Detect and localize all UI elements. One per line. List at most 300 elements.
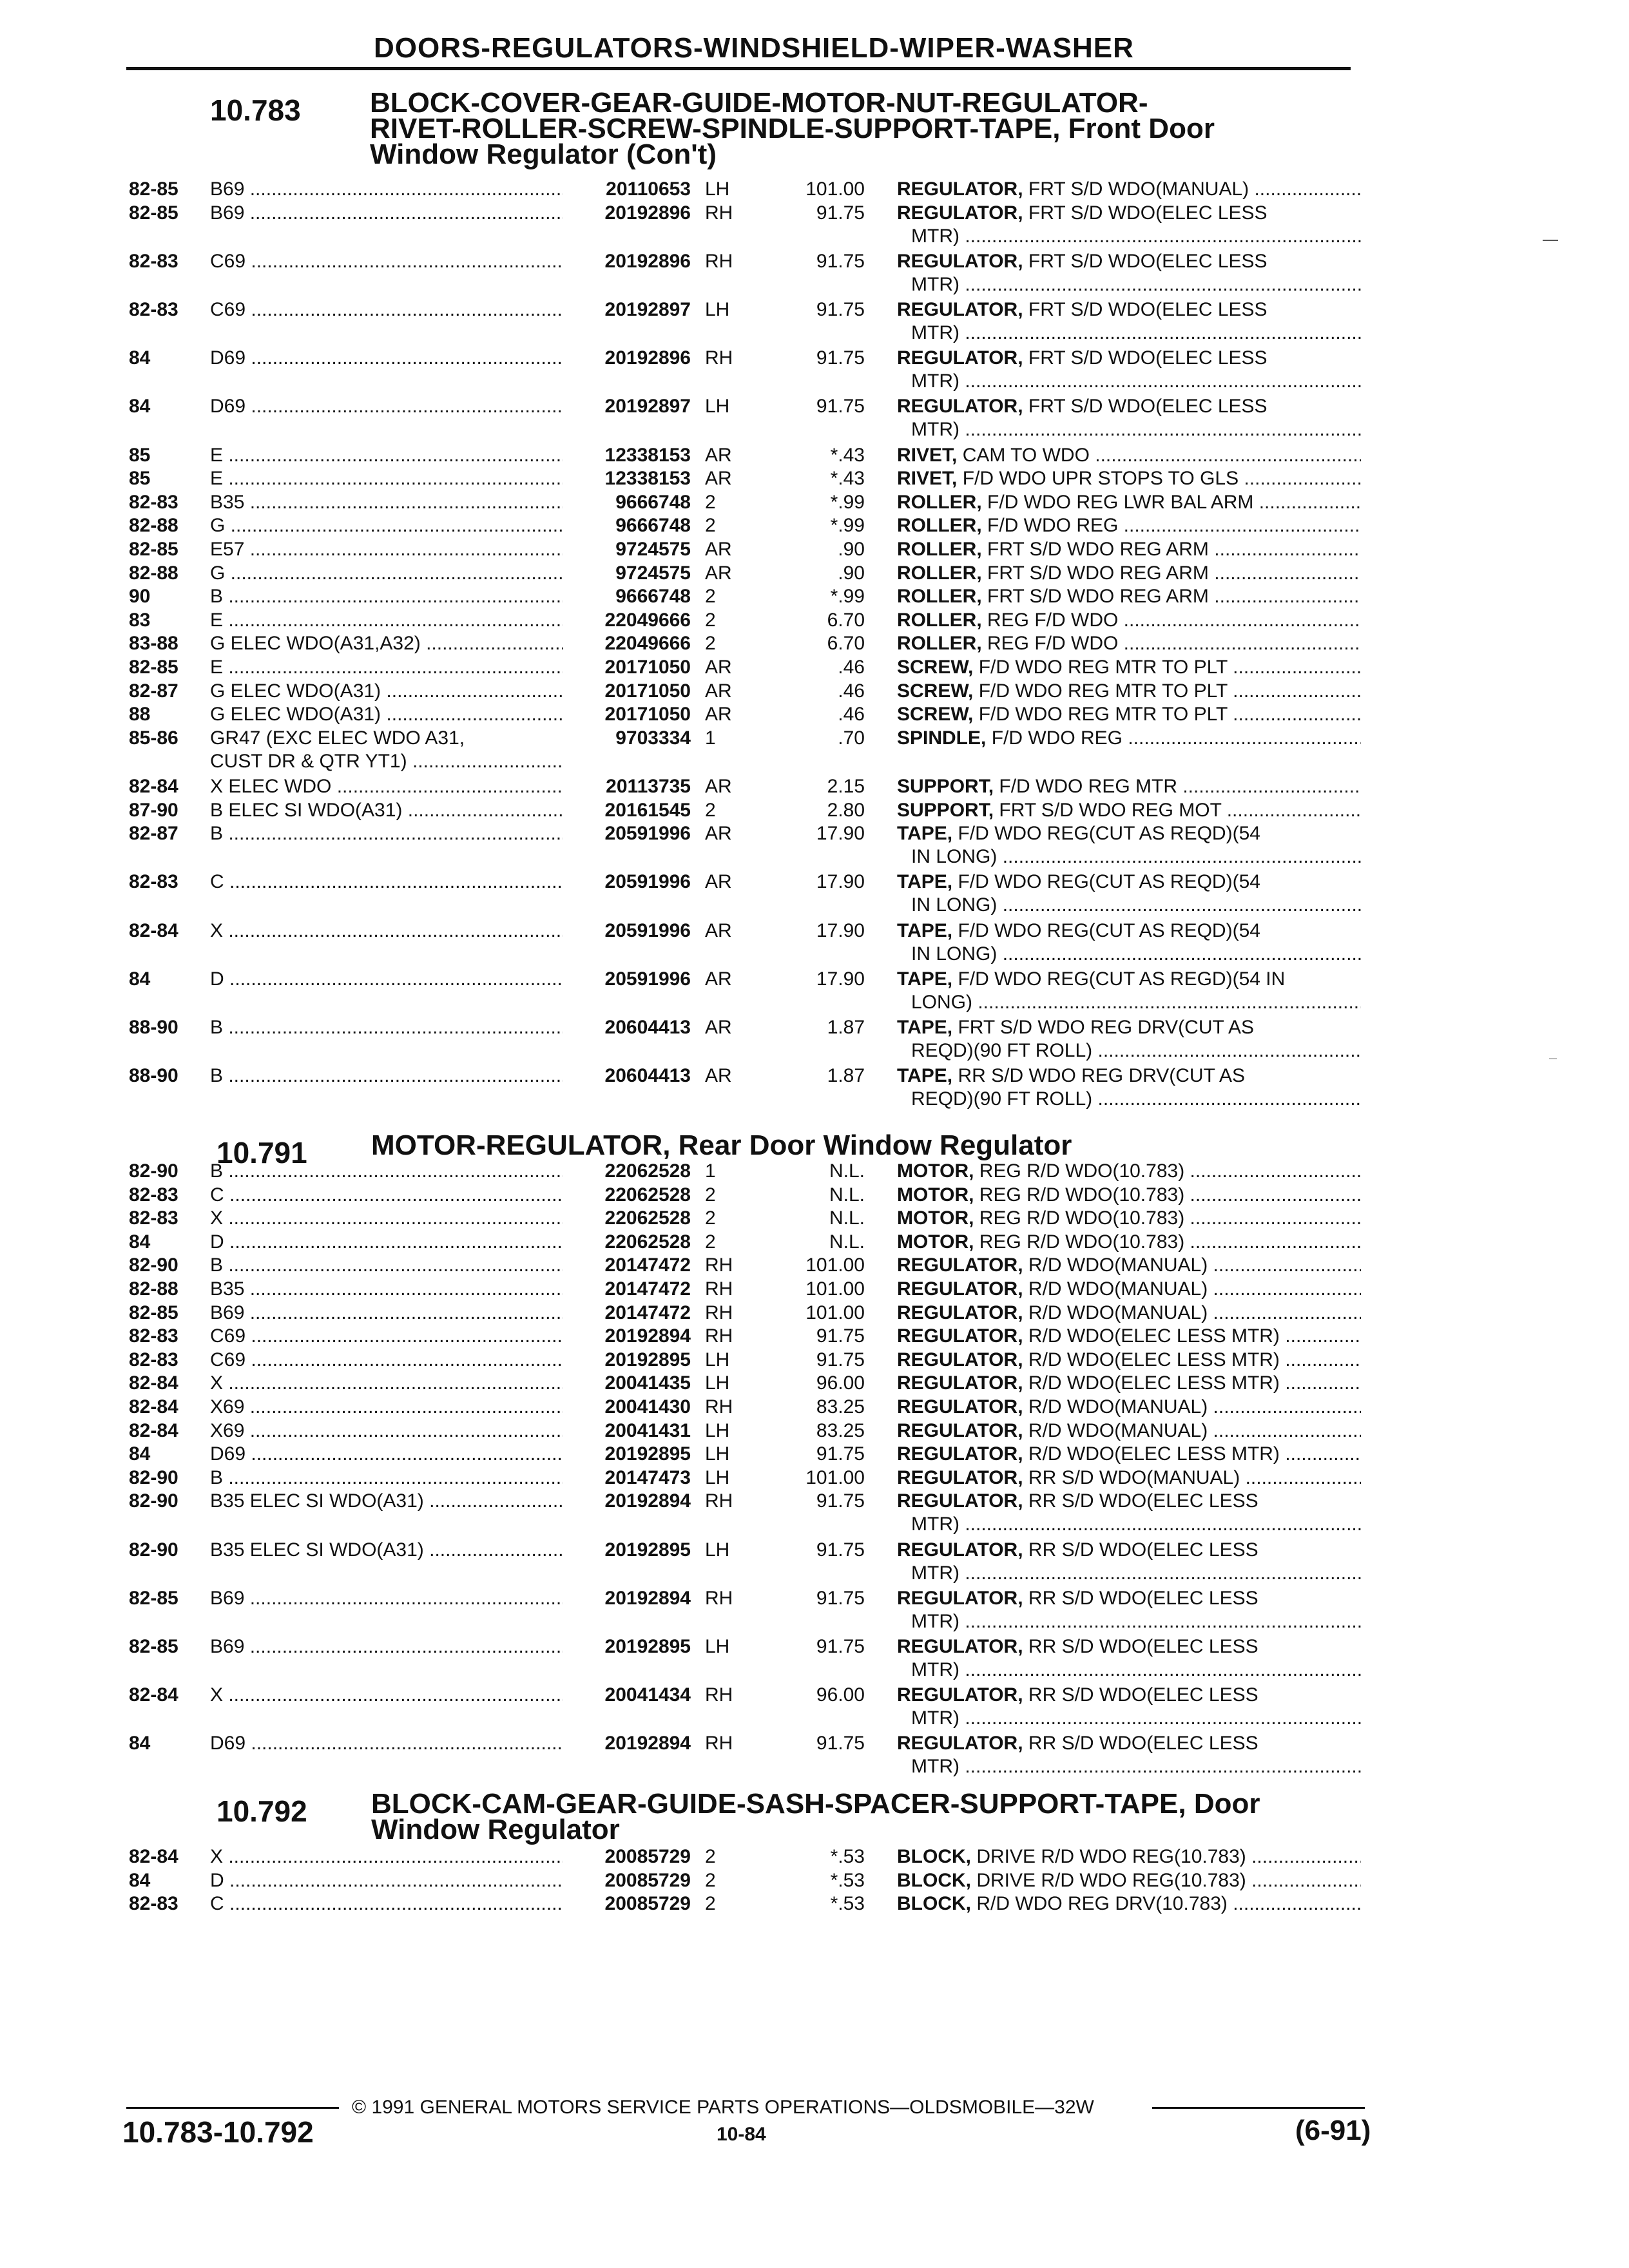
part-number: 22049666 [604,633,691,655]
part-number: 20591996 [604,871,691,893]
price: 101.00 [805,1466,865,1488]
price: 91.75 [816,1349,865,1370]
quantity: 2 [705,515,716,537]
year-range: 82-85 [129,1302,178,1323]
description-line [897,395,1361,418]
year-range: 85-86 [129,727,178,749]
description-line [897,1302,1361,1325]
section-title-line: Window Regulator (Con't) [370,139,717,170]
part-number: 22062528 [604,1160,691,1182]
part-detail: RR S/D WDO(ELEC LESS [1023,1490,1258,1512]
part-name: REGULATOR, [897,1443,1023,1465]
part-detail: RR S/D WDO(ELEC LESS [1023,1636,1258,1657]
quantity: 1 [705,727,716,749]
model-code: B ..... [210,1064,563,1088]
description-line [897,1419,1361,1443]
part-name: TAPE, [897,1017,953,1038]
part-description [897,1892,1361,1916]
price: *.43 [830,444,865,466]
quantity: 1 [705,1160,716,1182]
margin-mark [1549,1058,1557,1059]
year-range: 82-88 [129,562,178,584]
part-description [897,250,1361,296]
section-title-line: BLOCK-COVER-GEAR-GUIDE-MOTOR-NUT-REGULATOR- [370,87,1148,119]
year-range: 82-90 [129,1539,178,1561]
part-description [897,656,1361,679]
description-line [897,1064,1361,1088]
quantity: AR [705,468,732,490]
part-detail: FRT S/D WDO(ELEC LESS [1023,347,1268,369]
model-code: B ..... [210,822,563,845]
part-detail: R/D WDO(MANUAL) [1023,1302,1208,1323]
description-line [897,680,1361,703]
price: 6.70 [827,633,865,655]
price: .46 [838,680,865,702]
description-line [897,1466,1361,1490]
part-detail: FRT S/D WDO REG MOT [994,799,1222,821]
part-name: REGULATOR, [897,1587,1023,1609]
part-number: 20591996 [604,919,691,941]
description-line [897,609,1361,632]
model-code: B ..... [210,1160,563,1183]
model-code: C69 ..... [210,1349,563,1372]
model-code: D ..... [210,968,563,991]
part-description [897,1372,1361,1395]
part-name: ROLLER, [897,586,982,608]
part-description [897,585,1361,608]
quantity: RH [705,1396,733,1418]
year-range: 84 [129,1869,151,1891]
part-number: 20041431 [604,1419,691,1441]
model-code: G ELEC WDO(A31) ..... [210,680,563,703]
year-range: 82-85 [129,657,178,678]
model-code: B69 ..... [210,202,563,225]
year-range: 82-84 [129,1396,178,1418]
year-range: 82-84 [129,919,178,941]
quantity: 2 [705,1893,716,1915]
part-name: REGULATOR, [897,1254,1023,1276]
part-number: 20192897 [604,299,691,320]
description-line [897,1684,1361,1707]
part-name: ROLLER, [897,491,982,513]
description-line: IN LONG) ..... [897,894,1361,917]
part-description [897,1231,1361,1254]
quantity: RH [705,1684,733,1706]
part-description [897,1635,1361,1682]
part-number: 12338153 [604,444,691,466]
part-description [897,1016,1361,1062]
part-name: SCREW, [897,657,974,678]
model-code: B69 ..... [210,1302,563,1325]
description-line [897,202,1361,225]
part-name: REGULATOR, [897,396,1023,418]
quantity: LH [705,1419,730,1441]
description-line [897,250,1361,273]
model-code: B69 ..... [210,178,563,201]
part-number: 20113735 [606,776,691,797]
part-name: SCREW, [897,704,974,726]
year-range: 82-90 [129,1466,178,1488]
part-detail: DRIVE R/D WDO REG(10.783) [971,1846,1246,1867]
description-line [897,632,1361,655]
year-range: 82-83 [129,1207,178,1229]
price: 101.00 [805,1302,865,1323]
quantity: RH [705,1302,733,1323]
part-number: 20110653 [606,178,691,200]
price: N.L. [829,1160,865,1182]
model-code: B35 ELEC SI WDO(A31) ..... [210,1490,563,1513]
quantity: 2 [705,799,716,821]
part-detail: F/D WDO REG MTR TO PLT [973,680,1228,702]
part-number: 9724575 [615,562,691,584]
description-line [897,1372,1361,1395]
part-description [897,632,1361,655]
part-name: REGULATOR, [897,1372,1023,1394]
model-code: X ..... [210,1207,563,1230]
part-description [897,1302,1361,1325]
price: 1.87 [827,1065,865,1087]
part-number: 9666748 [615,515,691,537]
year-range: 82-83 [129,1893,178,1915]
part-name: SPINDLE, [897,727,987,749]
model-code: B35 ..... [210,1278,563,1301]
model-code: E ..... [210,656,563,679]
part-number: 9703334 [615,727,691,749]
part-number: 22062528 [604,1207,691,1229]
quantity: LH [705,396,730,418]
description-line [897,775,1361,798]
part-detail: REG R/D WDO(10.783) [974,1160,1185,1182]
description-line: MTR) ..... [897,1658,1361,1682]
part-description [897,1684,1361,1730]
price: 96.00 [816,1372,865,1394]
quantity: AR [705,539,732,560]
model-code: E ..... [210,444,563,467]
year-range: 83 [129,609,151,631]
part-detail: R/D WDO(ELEC LESS MTR) [1023,1325,1280,1347]
description-line: MTR) ..... [897,225,1361,248]
part-detail: REG R/D WDO(10.783) [974,1184,1185,1206]
part-detail: FRT S/D WDO REG DRV(CUT AS [952,1017,1254,1038]
description-line [897,1539,1361,1562]
price: 83.25 [816,1419,865,1441]
part-description [897,703,1361,726]
part-description [897,467,1361,490]
quantity: RH [705,1490,733,1512]
year-range: 82-84 [129,776,178,797]
section-title-line: RIVET-ROLLER-SCREW-SPINDLE-SUPPORT-TAPE, Front Door [370,113,1215,144]
price: 91.75 [816,396,865,418]
part-number: 20192896 [604,347,691,369]
model-code: B ..... [210,585,563,608]
part-description [897,1732,1361,1778]
year-range: 82-85 [129,178,178,200]
part-number: 20192894 [604,1587,691,1609]
description-line: IN LONG) ..... [897,943,1361,966]
part-description [897,919,1361,966]
part-description [897,1207,1361,1230]
model-code: G ..... [210,562,563,585]
quantity: 2 [705,1869,716,1891]
part-number: 20192895 [604,1443,691,1465]
model-code: C ..... [210,1184,563,1207]
part-number: 22049666 [604,609,691,631]
year-range: 82-83 [129,299,178,320]
part-name: REGULATOR, [897,1325,1023,1347]
part-number: 20041430 [604,1396,691,1418]
year-range: 82-83 [129,491,178,513]
part-name: REGULATOR, [897,1278,1023,1300]
part-description [897,444,1361,467]
part-name: REGULATOR, [897,250,1023,272]
part-description [897,1278,1361,1301]
part-name: ROLLER, [897,609,982,631]
part-detail: RR S/D WDO(ELEC LESS [1023,1587,1258,1609]
description-line [897,491,1361,514]
price: .90 [838,539,865,560]
model-code: D69 ..... [210,1443,563,1466]
part-detail: R/D WDO(ELEC LESS MTR) [1023,1372,1280,1394]
price: 91.75 [816,299,865,320]
part-description [897,1587,1361,1633]
price: .90 [838,562,865,584]
year-range: 82-84 [129,1684,178,1706]
footer-revision-date: (6-91) [1295,2115,1371,2146]
part-detail: REG F/D WDO [981,609,1119,631]
model-code: D ..... [210,1231,563,1254]
model-code: B ELEC SI WDO(A31) ..... [210,799,563,822]
part-description [897,1184,1361,1207]
part-detail: R/D WDO(MANUAL) [1023,1278,1208,1300]
part-name: RIVET, [897,468,958,490]
year-range: 88 [129,704,151,726]
year-range: 84 [129,1733,151,1754]
part-detail: RR S/D WDO(ELEC LESS [1023,1539,1258,1561]
part-number: 20161545 [604,799,691,821]
part-name: MOTOR, [897,1207,974,1229]
year-range: 82-83 [129,1325,178,1347]
description-line: MTR) ..... [897,1707,1361,1730]
quantity: LH [705,1443,730,1465]
model-code: C69 ..... [210,250,563,273]
price: *.43 [830,468,865,490]
part-detail: F/D WDO REG(CUT AS REQD)(54 [952,871,1260,893]
quantity: AR [705,968,732,990]
part-name: REGULATOR, [897,1539,1023,1561]
part-number: 20192894 [604,1733,691,1754]
price: 17.90 [816,823,865,845]
quantity: LH [705,1539,730,1561]
part-description [897,1845,1361,1869]
model-code: X ..... [210,1372,563,1395]
quantity: 2 [705,633,716,655]
year-range: 87-90 [129,799,178,821]
price: 91.75 [816,347,865,369]
quantity: LH [705,1636,730,1657]
model-code: G ELEC WDO(A31,A32) ..... [210,632,563,655]
part-detail: RR S/D WDO REG DRV(CUT AS [952,1065,1246,1087]
price: 91.75 [816,1733,865,1754]
description-line [897,727,1361,750]
margin-mark [1543,240,1558,241]
year-range: 82-87 [129,680,178,702]
quantity: AR [705,1017,732,1038]
part-number: 20192896 [604,250,691,272]
description-line [897,562,1361,585]
year-range: 82-83 [129,250,178,272]
part-name: ROLLER, [897,515,982,537]
part-description [897,538,1361,561]
model-code: E ..... [210,609,563,632]
part-name: REGULATOR, [897,202,1023,224]
footer-page-number: 10-84 [717,2124,766,2145]
description-line [897,1732,1361,1755]
part-number: 20147472 [604,1278,691,1300]
price: 91.75 [816,1636,865,1657]
description-line [897,1184,1361,1207]
footer-copyright: © 1991 GENERAL MOTORS SERVICE PARTS OPERATIONS—OLDSMOBILE—32W [352,2097,1094,2118]
year-range: 82-85 [129,539,178,560]
year-range: 82-83 [129,1349,178,1370]
quantity: AR [705,1065,732,1087]
model-code: D69 ..... [210,347,563,370]
description-line [897,467,1361,490]
price: 91.75 [816,202,865,224]
part-description [897,491,1361,514]
part-description [897,1160,1361,1183]
year-range: 82-84 [129,1372,178,1394]
price: 17.90 [816,919,865,941]
quantity: AR [705,776,732,797]
description-line [897,538,1361,561]
quantity: 2 [705,1207,716,1229]
price: 17.90 [816,968,865,990]
year-range: 82-83 [129,1184,178,1206]
quantity: 2 [705,586,716,608]
year-range: 84 [129,1231,151,1253]
section-title [370,87,1215,170]
part-number: 20591996 [604,968,691,990]
part-number: 20604413 [604,1017,691,1038]
model-code: B35 ELEC SI WDO(A31) ..... [210,1539,563,1562]
section-title-line: BLOCK-CAM-GEAR-GUIDE-SASH-SPACER-SUPPORT-TAPE, Door [371,1788,1260,1820]
quantity: AR [705,657,732,678]
model-code: B ..... [210,1466,563,1490]
model-code: E ..... [210,467,563,490]
description-line: LONG) ..... [897,991,1361,1014]
part-detail: R/D WDO(MANUAL) [1023,1254,1208,1276]
quantity: 2 [705,1184,716,1206]
part-detail: FRT S/D WDO REG ARM [981,586,1209,608]
price: *.99 [830,491,865,513]
price: 83.25 [816,1396,865,1418]
part-number: 20085729 [604,1869,691,1891]
description-line [897,703,1361,726]
description-line [897,1396,1361,1419]
model-code: X69 ..... [210,1396,563,1419]
price: *.53 [830,1893,865,1915]
part-name: REGULATOR, [897,1733,1023,1754]
part-number: 20085729 [604,1846,691,1867]
part-description [897,680,1361,703]
part-detail: F/D WDO REG(CUT AS REGD)(54 IN [952,968,1286,990]
year-range: 82-90 [129,1160,178,1182]
year-range: 84 [129,347,151,369]
part-name: ROLLER, [897,562,982,584]
section-title [371,1129,1072,1161]
year-range: 85 [129,468,151,490]
model-code: D ..... [210,1869,563,1892]
part-number: 20192894 [604,1325,691,1347]
part-name: REGULATOR, [897,1490,1023,1512]
part-detail: RR S/D WDO(MANUAL) [1023,1466,1240,1488]
description-line: MTR) ..... [897,1755,1361,1778]
price: .70 [838,727,865,749]
part-number: 9666748 [615,491,691,513]
description-line [897,347,1361,370]
part-number: 20041435 [604,1372,691,1394]
part-number: 20085729 [604,1893,691,1915]
description-line: MTR) ..... [897,418,1361,441]
description-line: MTR) ..... [897,1610,1361,1633]
model-code: D69 ..... [210,395,563,418]
description-line [897,656,1361,679]
price: 91.75 [816,1490,865,1512]
year-range: 82-88 [129,515,178,537]
part-description [897,514,1361,537]
price: *.53 [830,1846,865,1867]
description-line [897,1016,1361,1039]
part-description [897,727,1361,750]
part-description [897,1349,1361,1372]
description-line [897,1635,1361,1658]
part-name: REGULATOR, [897,1396,1023,1418]
part-number: 20192896 [604,202,691,224]
year-range: 88-90 [129,1017,178,1038]
page-header-title: DOORS-REGULATORS-WINDSHIELD-WIPER-WASHER [374,32,1134,64]
part-detail: F/D WDO REG MTR TO PLT [973,704,1228,726]
price: 2.15 [827,776,865,797]
part-number: 20192895 [604,1349,691,1370]
description-line: REQD)(90 FT ROLL) ..... [897,1088,1361,1111]
quantity: AR [705,562,732,584]
description-line [897,1892,1361,1916]
quantity: RH [705,347,733,369]
part-detail: DRIVE R/D WDO REG(10.783) [971,1869,1246,1891]
part-name: MOTOR, [897,1160,974,1182]
part-detail: F/D WDO REG(CUT AS REQD)(54 [952,919,1260,941]
part-description [897,1539,1361,1585]
price: 91.75 [816,1325,865,1347]
model-code: G ..... [210,514,563,537]
price: 17.90 [816,871,865,893]
part-description [897,1869,1361,1892]
model-code: B ..... [210,1016,563,1039]
part-name: REGULATOR, [897,178,1023,200]
part-detail: RR S/D WDO(ELEC LESS [1023,1733,1258,1754]
price: 2.80 [827,799,865,821]
year-range: 82-84 [129,1846,178,1867]
part-name: REGULATOR, [897,1466,1023,1488]
section-title-line: MOTOR-REGULATOR, Rear Door Window Regulator [371,1129,1072,1161]
part-name: BLOCK, [897,1893,971,1915]
model-code: GR47 (EXC ELEC WDO A31, [210,727,465,749]
year-range: 90 [129,586,151,608]
header-rule [126,67,1351,70]
price: 96.00 [816,1684,865,1706]
description-line [897,870,1361,894]
model-code: G ELEC WDO(A31) ..... [210,703,563,726]
